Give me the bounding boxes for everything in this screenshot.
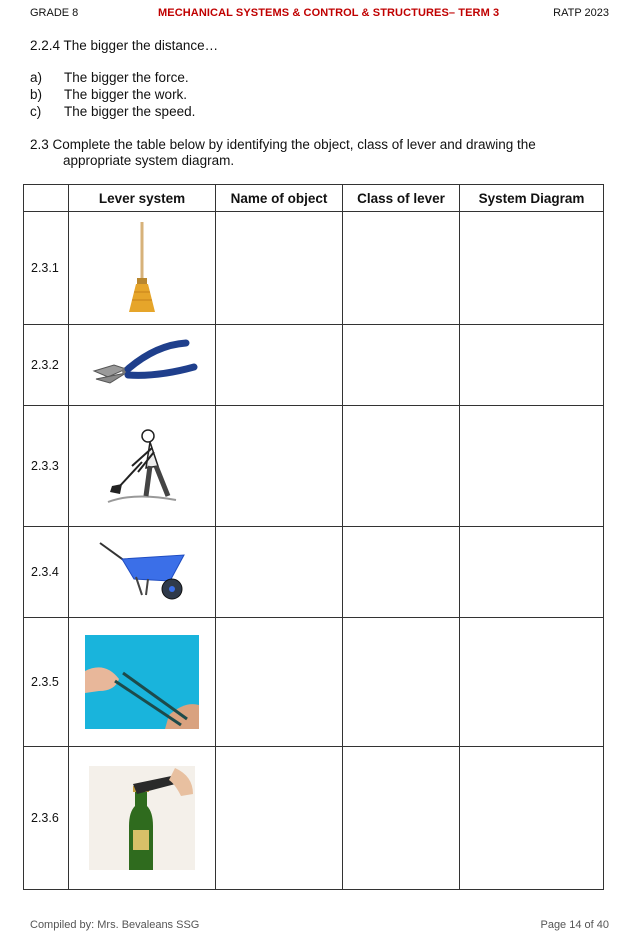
option-letter: b) [30, 87, 43, 102]
name-of-object-cell[interactable] [216, 618, 343, 747]
option-text: The bigger the work. [64, 87, 188, 102]
header-lever-system: Lever system [69, 185, 216, 212]
class-of-lever-cell[interactable] [343, 618, 460, 747]
table-row [24, 747, 604, 890]
name-of-object-cell[interactable] [216, 406, 343, 527]
system-diagram-cell[interactable] [460, 406, 604, 527]
name-of-object-cell[interactable] [216, 747, 343, 890]
option-letter: c) [30, 104, 42, 119]
class-of-lever-cell[interactable] [343, 747, 460, 890]
system-diagram-cell[interactable] [460, 325, 604, 406]
header-grade: GRADE 8 [30, 7, 79, 19]
footer-page-number: Page 14 of 40 [540, 919, 609, 931]
question-2-3-line2: appropriate system diagram. [63, 153, 235, 168]
row-number: 2.3.2 [24, 325, 69, 406]
header-name-of-object: Name of object [216, 185, 343, 212]
option-text: The bigger the speed. [64, 104, 196, 119]
header-number [24, 185, 69, 212]
name-of-object-cell[interactable] [216, 325, 343, 406]
table-row [24, 618, 604, 747]
header-subject: MECHANICAL SYSTEMS & CONTROL & STRUCTURES– TERM 3 [158, 7, 500, 19]
name-of-object-cell[interactable] [216, 527, 343, 618]
option-b [30, 87, 187, 102]
table-row [24, 406, 604, 527]
pliers-image [69, 325, 216, 406]
system-diagram-cell[interactable] [460, 747, 604, 890]
row-number: 2.3.5 [24, 618, 69, 747]
option-text: The bigger the force. [64, 70, 189, 85]
option-a [30, 70, 189, 85]
header-system-diagram: System Diagram [460, 185, 604, 212]
lever-table [23, 184, 604, 890]
header-ratp: RATP 2023 [553, 7, 609, 19]
option-c [30, 104, 195, 119]
option-letter: a) [30, 70, 43, 85]
table-row [24, 325, 604, 406]
table-row [24, 212, 604, 325]
footer-compiled-by: Compiled by: Mrs. Bevaleans SSG [30, 919, 200, 931]
class-of-lever-cell[interactable] [343, 527, 460, 618]
question-2-3-line1: 2.3 Complete the table below by identifying the object, class of lever and drawing the [30, 137, 536, 152]
system-diagram-cell[interactable] [460, 618, 604, 747]
shovel-worker-image [69, 406, 216, 527]
broom-image [69, 212, 216, 325]
table-row [24, 527, 604, 618]
row-number: 2.3.4 [24, 527, 69, 618]
wheelbarrow-image [69, 527, 216, 618]
class-of-lever-cell[interactable] [343, 406, 460, 527]
system-diagram-cell[interactable] [460, 212, 604, 325]
system-diagram-cell[interactable] [460, 527, 604, 618]
header-class-of-lever: Class of lever [343, 185, 460, 212]
bottle-opener-image [69, 747, 216, 890]
row-number: 2.3.6 [24, 747, 69, 890]
tweezers-image [69, 618, 216, 747]
row-number: 2.3.1 [24, 212, 69, 325]
name-of-object-cell[interactable] [216, 212, 343, 325]
question-2-2-4: 2.2.4 The bigger the distance… [30, 38, 219, 53]
class-of-lever-cell[interactable] [343, 212, 460, 325]
row-number: 2.3.3 [24, 406, 69, 527]
class-of-lever-cell[interactable] [343, 325, 460, 406]
table-header-row [24, 185, 604, 212]
